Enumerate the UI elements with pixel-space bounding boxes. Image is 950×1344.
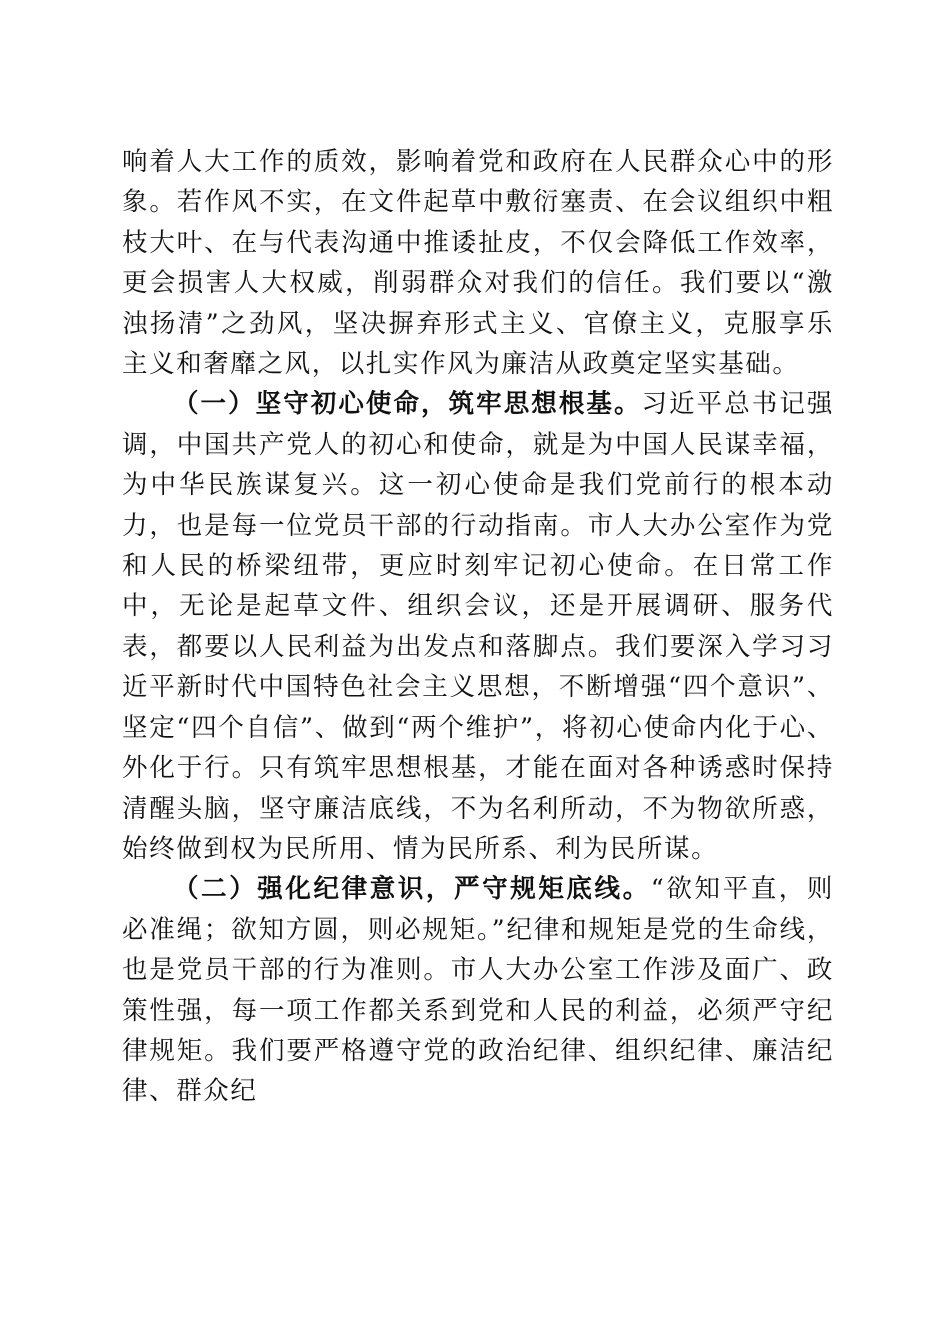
section-1-heading: （一）坚守初心使命，筑牢思想根基。 bbox=[173, 389, 642, 420]
section-2-paragraph bbox=[122, 869, 834, 1111]
document-body bbox=[122, 142, 834, 1112]
section-1-paragraph bbox=[122, 384, 834, 869]
section-1-body: 习近平总书记强调，中国共产党人的初心和使命，就是为中国人民谋幸福，为中华民族谋复兴。这一初心使命是我们党前行的根本动力，也是每一位党员干部的行动指南。市人大办公室作为党和人民的桥梁纽带，更应时刻牢记初心使命。在日常工作中，无论是起草文件、组织会议，还是开展调研、服务代表，都要以人民利益为出发点和落脚点。我们要深入学习习近平新时代中国特色社会主义思想，不断增强“四个意识”、坚定“四个自信”、做到“两个维护”，将初心使命内化于心、外化于行。只有筑牢思想根基，才能在面对各种诱惑时保持清醒头脑，坚守廉洁底线，不为名利所动，不为物欲所惑，始终做到权为民所用、情为民所系、利为民所谋。 bbox=[122, 389, 834, 864]
paragraph-continuation: 响着人大工作的质效，影响着党和政府在人民群众心中的形象。若作风不实，在文件起草中敷衍塞责、在会议组织中粗枝大叶、在与代表沟通中推诿扯皮，不仅会降低工作效率，更会损害人大权威，削弱群众对我们的信任。我们要以“激浊扬清”之劲风，坚决摒弃形式主义、官僚主义，克服享乐主义和奢靡之风，以扎实作风为廉洁从政奠定坚实基础。 bbox=[122, 147, 834, 380]
section-2-body: “欲知平直，则必准绳；欲知方圆，则必规矩。”纪律和规矩是党的生命线，也是党员干部的行为准则。市人大办公室工作涉及面广、政策性强，每一项工作都关系到党和人民的利益，必须严守纪律规矩。我们要严格遵守党的政治纪律、组织纪律、廉洁纪律、群众纪 bbox=[122, 874, 834, 1107]
section-2-heading: （二）强化纪律意识，严守规矩底线。 bbox=[173, 874, 651, 905]
